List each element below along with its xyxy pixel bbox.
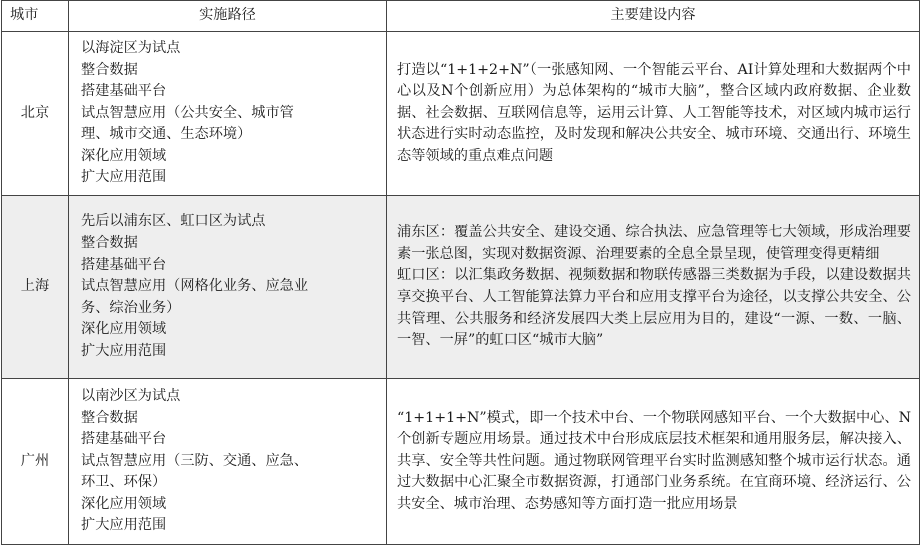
city-cell: 广州	[2, 379, 69, 545]
path-line: 深化应用领域	[81, 147, 167, 164]
paths-cell	[69, 196, 387, 379]
path-line: 以南沙区为试点	[81, 387, 181, 404]
table-row-beijing	[2, 32, 920, 196]
content-paragraph: “1+1+1+N”模式，即一个技术中台、一个物联网感知平台、一个大数据中心、N个创新专题应用场景。通过技术中台形成底层技术框架和通用服务层，解决接入、共享、安全等共性问题。通过物联网管理平台实时监测感知整个城市运行状态。通过大数据中心汇聚全市数据资源，打通部门业务系统。在宜商环境、经济运行、公共安全、城市治理、态势感知等方面打造一批应用场景	[397, 409, 911, 512]
table-row-shanghai	[2, 196, 920, 379]
content-paragraph: 虹口区：以汇集政务数据、视频数据和物联传感器三类数据为手段，以建设数据共享交换平台、人工智能算法算力平台和应用支撑平台为途径，以支撑公共安全、公共管理、公共服务和经济发展四大类上层应用为目的，建设“一源、一数、一脑、一智、一屏”的虹口区“城市大脑”	[397, 267, 911, 349]
header-paths: 实施路径	[69, 1, 387, 32]
content-cell	[387, 379, 920, 545]
path-line: 试点智慧应用（网格化业务、应急业	[81, 278, 309, 295]
path-line: 环卫、环保）	[81, 474, 167, 491]
path-line: 先后以浦东区、虹口区为试点	[81, 213, 266, 230]
table-row-guangzhou	[2, 379, 920, 545]
path-line: 以海淀区为试点	[81, 39, 181, 56]
comparison-table	[1, 0, 920, 545]
paths-cell	[69, 32, 387, 196]
path-line: 搭建基础平台	[81, 83, 167, 100]
header-content: 主要建设内容	[387, 1, 920, 32]
path-line: 整合数据	[81, 409, 138, 426]
content-paragraph: 浦东区：覆盖公共安全、建设交通、综合执法、应急管理等七大领域，形成治理要素一张总图，实现对数据资源、治理要素的全息全景呈现，使管理变得更精细	[397, 224, 911, 262]
path-line: 深化应用领域	[81, 321, 167, 338]
path-line: 搭建基础平台	[81, 431, 167, 448]
path-line: 扩大应用范围	[81, 342, 167, 359]
path-line: 深化应用领域	[81, 495, 167, 512]
content-cell	[387, 32, 920, 196]
path-line: 搭建基础平台	[81, 256, 167, 273]
path-line: 务、综治业务）	[81, 299, 181, 316]
path-line: 整合数据	[81, 235, 138, 252]
path-line: 理、城市交通、生态环境）	[81, 126, 252, 143]
path-line: 试点智慧应用（三防、交通、应急、	[81, 452, 309, 469]
path-line: 扩大应用范围	[81, 169, 167, 186]
city-cell: 北京	[2, 32, 69, 196]
path-line: 扩大应用范围	[81, 517, 167, 534]
header-row	[2, 1, 920, 32]
path-line: 整合数据	[81, 61, 138, 78]
paths-cell	[69, 379, 387, 545]
content-paragraph: 打造以“1+1+2+N”（一张感知网、一个智能云平台、AI计算处理和大数据两个中心以及N个创新应用）为总体架构的“城市大脑”，整合区域内政府数据、企业数据、社会数据、互联网信息等，运用云计算、人工智能等技术，对区域内城市运行状态进行实时动态监控，及时发现和解决公共安全、城市环境、交通出行、环境生态等领域的重点难点问题	[397, 61, 911, 164]
city-cell: 上海	[2, 196, 69, 379]
header-city: 城市	[2, 1, 69, 32]
path-line: 试点智慧应用（公共安全、城市管	[81, 104, 294, 121]
content-cell	[387, 196, 920, 379]
